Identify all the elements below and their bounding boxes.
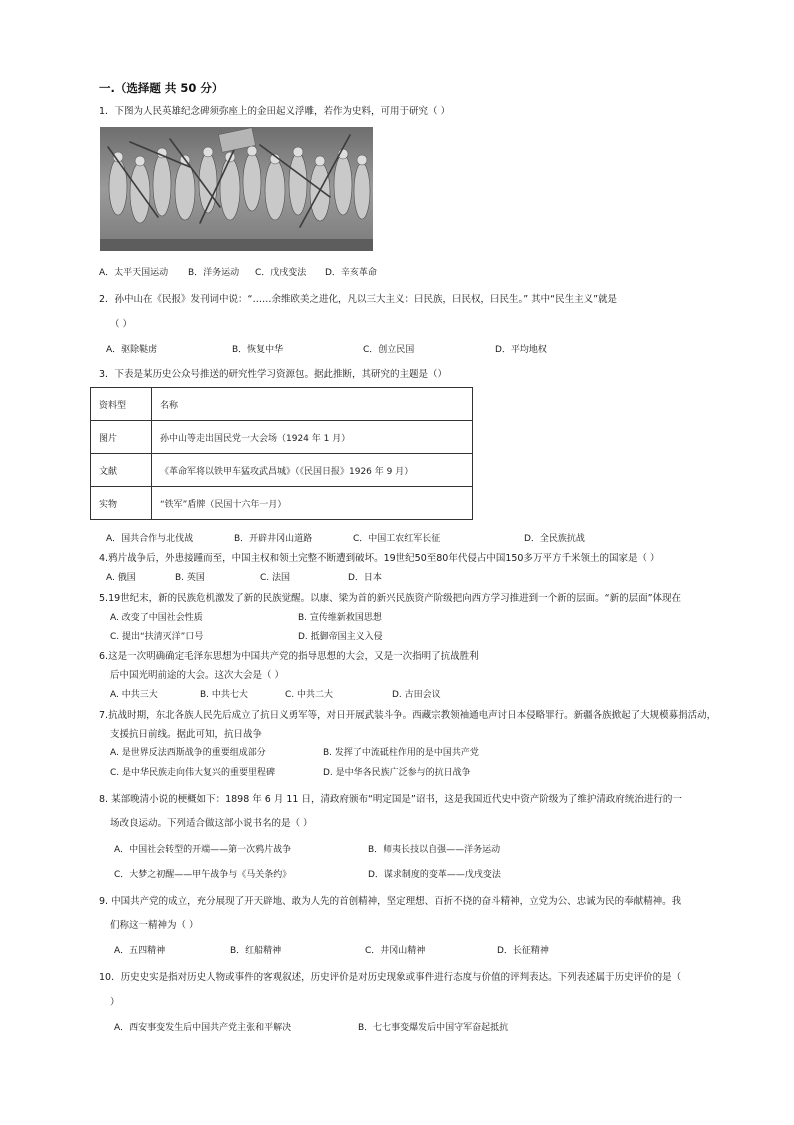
question-10-option-b: B．七七事变爆发后中国守军奋起抵抗 <box>358 1023 509 1033</box>
question-3-option-b: B．开辟井冈山道路 <box>234 534 313 544</box>
table-row <box>91 421 473 454</box>
table-header-cell: 资料型 <box>91 388 152 421</box>
question-7-option-b: B. 发挥了中流砥柱作用的是中国共产党 <box>323 748 479 758</box>
question-4-option-a: A. 俄国 <box>106 573 136 583</box>
question-3-option-a: A．国共合作与北伐战 <box>106 534 194 544</box>
question-3-stem: 3．下表是某历史公众号推送的研究性学习资源包。据此推断，其研究的主题是（） <box>99 369 448 380</box>
question-5-stem: 5.19世纪末，新的民族危机激发了新的民族觉醒。以康、梁为首的新兴民族资产阶级把向西方学习推进到一个新的层面。“新的层面”体现在 <box>99 593 681 604</box>
table-row <box>91 487 473 520</box>
question-1-option-d: D．辛亥革命 <box>325 268 377 278</box>
question-3-option-c: C．中国工农红军长征 <box>353 534 441 544</box>
question-10-stem-cont: ） <box>110 997 120 1008</box>
table-cell: 孙中山等走出国民党一大会场（1924 年 1 月） <box>152 421 473 454</box>
question-7-stem: 7.抗战时期，东北各族人民先后成立了抗日义勇军等，对日开展武装斗争。西藏宗教领袖通电声讨日本侵略罪行。新疆各族掀起了大规模募捐活动， <box>99 710 717 721</box>
question-1-stem: 1．下图为人民英雄纪念碑须弥座上的金田起义浮雕，若作为史料，可用于研究（ ） <box>99 106 451 117</box>
table-cell: 图片 <box>91 421 152 454</box>
question-5-option-d: D. 抵御帝国主义入侵 <box>298 632 383 642</box>
question-8-stem: 8. 某部晚清小说的梗概如下：1898 年 6 月 11 日，清政府颁布“明定国是”诏书，这是我国近代史中资产阶级为了维护清政府统治进行的一 <box>99 794 682 805</box>
question-7-option-a: A. 是世界反法西斯战争的重要组成部分 <box>110 748 266 758</box>
table-cell: 《革命军将以铁甲车猛攻武昌城》（《民国日报》1926 年 9 月） <box>152 454 473 487</box>
question-8-stem-cont: 场改良运动。下列适合做这部小说书名的是（ ） <box>110 818 313 829</box>
table-cell: “铁军”盾牌（民国十六年一月） <box>152 487 473 520</box>
question-2-option-d: D．平均地权 <box>495 345 547 355</box>
question-4-option-b: B. 英国 <box>175 573 205 583</box>
question-9-stem: 9. 中国共产党的成立，充分展现了开天辟地、敢为人先的首创精神，坚定理想、百折不挠的奋斗精神，立党为公、忠诚为民的奉献精神。我 <box>99 896 682 907</box>
question-2-option-c: C．创立民国 <box>363 345 415 355</box>
question-4-stem: 4.鸦片战争后，外患接踵而至，中国主权和领土完整不断遭到破坏。19世纪50至80年代侵占中国150多万平方千米领土的国家是（ ） <box>99 553 660 564</box>
question-2-option-a: A．驱除鞑虏 <box>106 345 158 355</box>
question-8-option-d: D．谋求制度的变革——戊戌变法 <box>368 870 501 880</box>
question-8-option-c: C．大梦之初醒——甲午战争与《马关条约》 <box>114 870 292 880</box>
question-7-option-d: D. 是中华各民族广泛参与的抗日战争 <box>323 768 471 778</box>
relief-illustration <box>100 127 373 251</box>
question-8-option-b: B．师夷长技以自强——洋务运动 <box>368 845 501 855</box>
question-8-option-a: A．中国社会转型的开端——第一次鸦片战争 <box>114 845 292 855</box>
question-1-option-a: A．太平天国运动 <box>99 268 169 278</box>
question-6-option-d: D. 古田会议 <box>392 690 441 700</box>
question-4-option-c: C. 法国 <box>260 573 291 583</box>
golden-field-relief-image <box>100 127 373 251</box>
section-title: 一.（选择题 共 50 分） <box>99 81 224 95</box>
question-6-option-b: B. 中共七大 <box>200 690 248 700</box>
question-2-option-b: B．恢复中华 <box>232 345 284 355</box>
question-6-option-a: A. 中共三大 <box>110 690 158 700</box>
table-header-cell: 名称 <box>152 388 473 421</box>
question-7-option-c: C. 是中华民族走向伟大复兴的重要里程碑 <box>110 768 276 778</box>
question-5-option-b: B. 宣传维新救国思想 <box>298 613 382 623</box>
resource-table <box>90 387 473 520</box>
question-9-option-d: D．长征精神 <box>497 946 549 956</box>
question-6-option-c: C. 中共二大 <box>285 690 334 700</box>
question-9-option-c: C．井冈山精神 <box>365 946 426 956</box>
table-header-row <box>91 388 473 421</box>
question-9-option-b: B．红船精神 <box>230 946 282 956</box>
question-5-option-a: A. 改变了中国社会性质 <box>110 613 203 623</box>
question-9-option-a: A．五四精神 <box>114 946 166 956</box>
question-5-option-c: C. 提出“扶清灭洋”口号 <box>110 632 204 642</box>
question-2-stem-cont: （ ） <box>110 319 133 330</box>
question-10-option-a: A．西安事变发生后中国共产党主张和平解决 <box>114 1023 292 1033</box>
question-4-option-d: D．日本 <box>348 573 382 583</box>
question-6-stem: 6.这是一次明确确定毛泽东思想为中国共产党的指导思想的大会，又是一次指明了抗战胜利 <box>99 651 479 662</box>
question-10-stem: 10．历史史实是指对历史人物或事件的客观叙述，历史评价是对历史现象或事件进行态度与价值的评判表达。下列表述属于历史评价的是（ <box>99 972 682 983</box>
table-row <box>91 454 473 487</box>
question-9-stem-cont: 们称这一精神为（ ） <box>110 920 199 931</box>
question-2-stem: 2．孙中山在《民报》发刊词中说：“……余维欧美之进化，凡以三大主义：曰民族，曰民权，曰民生。” 其中“民生主义”就是 <box>99 294 618 305</box>
question-6-stem-cont: 后中国光明前途的大会。这次大会是（ ） <box>110 670 285 681</box>
question-3-option-d: D．全民族抗战 <box>524 534 585 544</box>
table-cell: 文献 <box>91 454 152 487</box>
question-7-stem-cont: 支援抗日前线。据此可知，抗日战争 <box>110 729 263 740</box>
question-1-option-c: C．戊戌变法 <box>255 268 307 278</box>
question-1-option-b: B．洋务运动 <box>188 268 240 278</box>
table-cell: 实物 <box>91 487 152 520</box>
